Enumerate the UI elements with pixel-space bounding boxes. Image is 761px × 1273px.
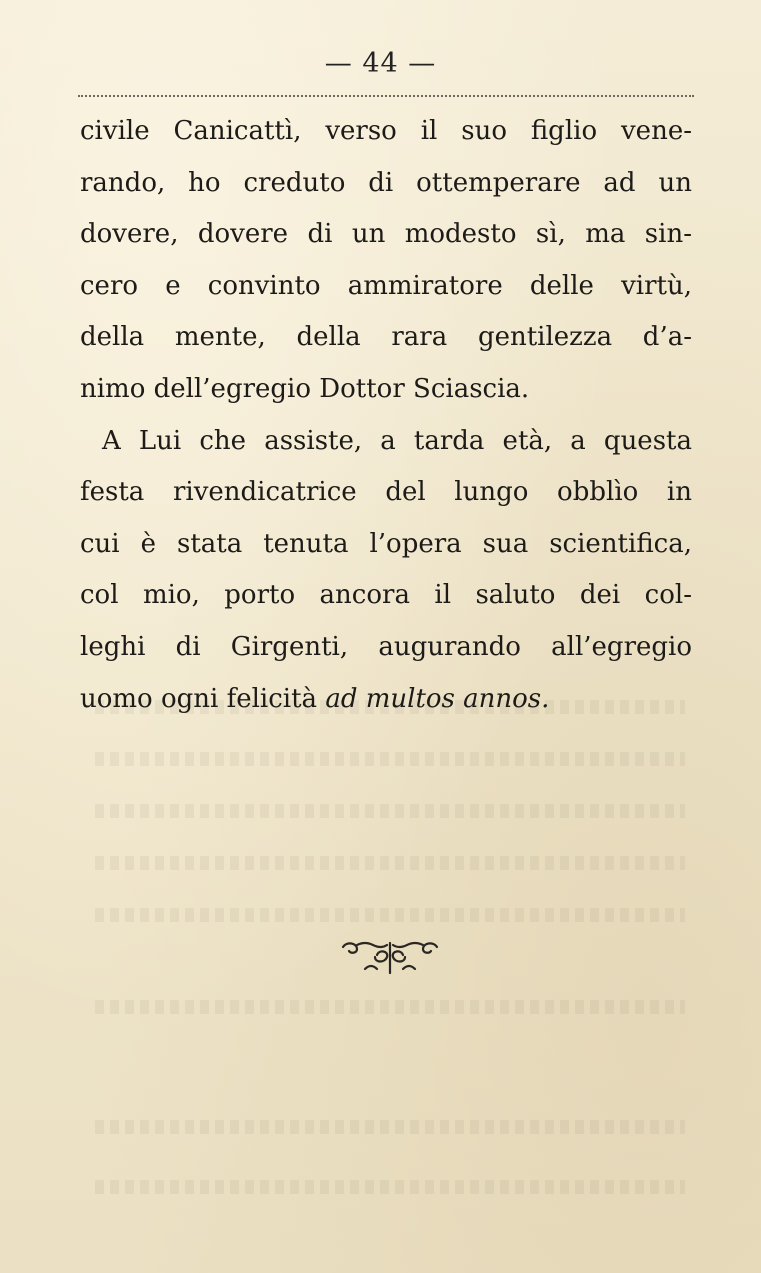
text-line: dovere, dovere di un modesto sì, ma sin- (80, 219, 692, 250)
show-through (95, 1000, 685, 1014)
show-through (95, 752, 685, 766)
text-line: civile Canicattì, verso il suo figlio vene- (80, 116, 692, 146)
text-line: cui è stata tenuta l’opera sua scientifica, (80, 528, 692, 559)
body-text (80, 106, 692, 725)
typographic-flourish-icon (335, 935, 445, 985)
header-rule (78, 95, 694, 97)
show-through (95, 804, 685, 818)
text-line: rando, ho creduto di ottemperare ad un (80, 167, 692, 198)
text-line: leghi di Girgenti, augurando all’egregio (80, 631, 692, 662)
text-line: festa rivendicatrice del lungo obblìo in (80, 477, 692, 508)
text-line: nimo dell’egregio Dottor Sciascia. (80, 373, 530, 404)
text-line: A Lui che assiste, a tarda età, a questa (102, 425, 692, 456)
show-through (95, 908, 685, 922)
show-through (95, 856, 685, 870)
text-line: della mente, della rara gentilezza d’a- (80, 322, 692, 353)
latin-phrase: ad multos annos. (325, 683, 550, 714)
text-line-final (80, 674, 692, 726)
text-line: col mio, porto ancora il saluto dei col- (80, 580, 692, 611)
text-line: cero e convinto ammiratore delle virtù, (80, 270, 692, 301)
page-number: — 44 — (324, 48, 437, 79)
show-through (95, 1180, 685, 1194)
final-line-text: uomo ogni felicità (80, 683, 318, 714)
show-through (95, 1120, 685, 1134)
